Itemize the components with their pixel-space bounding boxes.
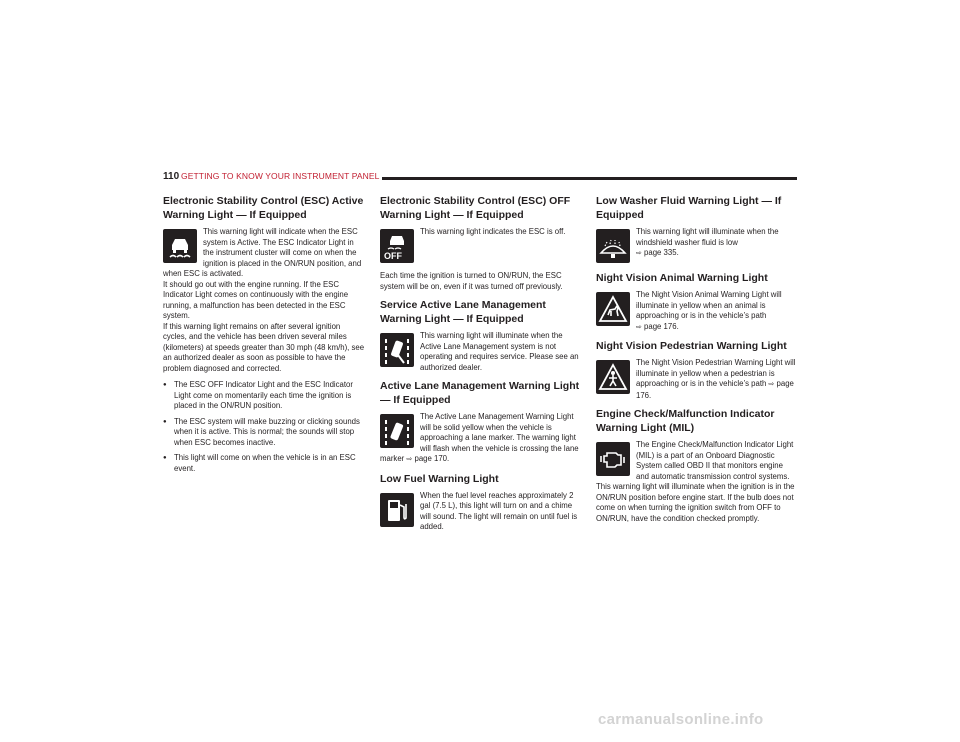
column-2 xyxy=(380,194,582,539)
arrow-right-icon: ⇨ xyxy=(636,250,642,257)
arrow-right-icon: ⇨ xyxy=(768,381,775,388)
esc-off-text-1: This warning light indicates the ESC is off. xyxy=(420,227,566,236)
service-lane-heading: Service Active Lane Management Warning Light — If Equipped xyxy=(380,299,546,325)
low-fuel-block xyxy=(380,491,582,533)
low-fuel-heading: Low Fuel Warning Light xyxy=(380,472,499,485)
esc-active-heading: Electronic Stability Control (ESC) Active Warning Light — If Equipped xyxy=(163,195,364,221)
esc-off-heading: Electronic Stability Control (ESC) OFF Warning Light — If Equipped xyxy=(380,195,571,221)
esc-off-text-2: Each time the ignition is turned to ON/RUN, the ESC system will be on, even if it was turned off previously. xyxy=(380,271,563,291)
esc-active-text-3: If this warning light remains on after several ignition cycles, and the vehicle has been driven several miles (kilometers) at speeds greater than 30 mph (48 km/h), see an authorized dealer as soon as possible to have the problem diagnosed and corrected. xyxy=(163,321,365,373)
xref-link[interactable] xyxy=(636,322,679,331)
lane-service-icon xyxy=(380,333,414,367)
column-1 xyxy=(163,194,365,479)
esc-active-text-1: This warning light will indicate when the ESC system is Active. The ESC Indicator Light in the instrument cluster will come on when the ignition is placed in the ON/RUN position, and when ESC is activated. xyxy=(163,227,362,278)
pedestrian-warning-icon xyxy=(596,360,630,394)
engine-check-icon xyxy=(596,442,630,476)
nv-animal-block xyxy=(596,290,798,333)
animal-warning-icon xyxy=(596,292,630,326)
list-item: ● The ESC system will make buzzing or clicking sounds when it is active. This is normal; the sounds will stop when ESC becomes inactive. xyxy=(163,417,365,449)
nv-pedestrian-text-body: The Night Vision Pedestrian Warning Light will illuminate in yellow when a pedestrian is approaching or is in the vehicle’s path xyxy=(636,358,796,388)
nv-animal-text-body: The Night Vision Animal Warning Light will illuminate in yellow when an animal is approaching or is in the vehicle’s path xyxy=(636,290,782,320)
nv-animal-heading: Night Vision Animal Warning Light xyxy=(596,272,768,284)
mil-text: The Engine Check/Malfunction Indicator Light (MIL) is a part of an Onboard Diagnostic System called OBD II that monitors engine and automatic transmission control systems. This warning light will illuminate when the ignition is in the ON/RUN position before engine start. If the bulb does not come on when turning the ignition switch from OFF to ON/RUN, have the condition checked promptly. xyxy=(596,440,795,523)
esc-bullet-list xyxy=(163,380,365,474)
page-header xyxy=(163,171,797,185)
washer-fluid-icon xyxy=(596,229,630,263)
xref-link[interactable] xyxy=(406,454,449,463)
esc-off-block xyxy=(380,227,582,265)
esc-off-icon xyxy=(380,229,414,263)
mil-block xyxy=(596,440,798,524)
xref-link[interactable] xyxy=(636,248,679,257)
xref-page: page 170. xyxy=(414,454,450,463)
washer-block xyxy=(596,227,798,265)
xref-page: page 335. xyxy=(644,248,679,257)
header-rule xyxy=(382,177,797,180)
nv-pedestrian-block xyxy=(596,358,798,401)
esc-active-block xyxy=(163,227,365,374)
service-lane-block xyxy=(380,331,582,373)
esc-off-icon-label: OFF xyxy=(384,251,402,261)
arrow-right-icon: ⇨ xyxy=(636,323,642,331)
arrow-right-icon: ⇨ xyxy=(406,456,413,463)
list-item: ● This light will come on when the vehicle is in an ESC event. xyxy=(163,453,365,474)
section-title: GETTING TO KNOW YOUR INSTRUMENT PANEL xyxy=(181,171,380,181)
lane-management-icon xyxy=(380,414,414,448)
xref-page: page 176. xyxy=(636,379,794,400)
esc-active-text-2: It should go out with the engine running. If the ESC Indicator Light comes on continuously with the engine running, a malfunction has been detected in the ESC system. xyxy=(163,279,349,320)
lane-management-block xyxy=(380,412,582,466)
washer-heading: Low Washer Fluid Warning Light — If Equipped xyxy=(596,195,782,221)
fuel-pump-icon xyxy=(380,493,414,527)
page-number: 110 xyxy=(163,171,180,182)
service-lane-text: This warning light will illuminate when the Active Lane Management system is not operating and requires service. Please see an authorized dealer. xyxy=(420,331,579,372)
watermark: carmanualsonline.info xyxy=(598,711,764,728)
low-fuel-text: When the fuel level reaches approximately 2 gal (7.5 L), this light will turn on and a chime will sound. The light will remain on until fuel is added. xyxy=(420,490,578,531)
lane-management-text-body: The Active Lane Management Warning Light will be solid yellow when the vehicle is approaching a lane marker. The warning light will flash when the vehicle is crossing the lane marker xyxy=(380,412,579,463)
esc-active-icon xyxy=(163,229,197,263)
washer-text-body: This warning light will illuminate when the windshield washer fluid is low xyxy=(636,227,779,247)
column-3 xyxy=(596,194,798,530)
list-item: ● The ESC OFF Indicator Light and the ESC Indicator Light come on momentarily each time the ignition is placed in the ON/RUN position. xyxy=(163,380,365,412)
lane-management-heading: Active Lane Management Warning Light — If Equipped xyxy=(380,380,580,406)
mil-heading: Engine Check/Malfunction Indicator Warning Light (MIL) xyxy=(596,408,775,434)
nv-pedestrian-heading: Night Vision Pedestrian Warning Light xyxy=(596,340,787,352)
xref-page: page 176. xyxy=(644,321,679,331)
